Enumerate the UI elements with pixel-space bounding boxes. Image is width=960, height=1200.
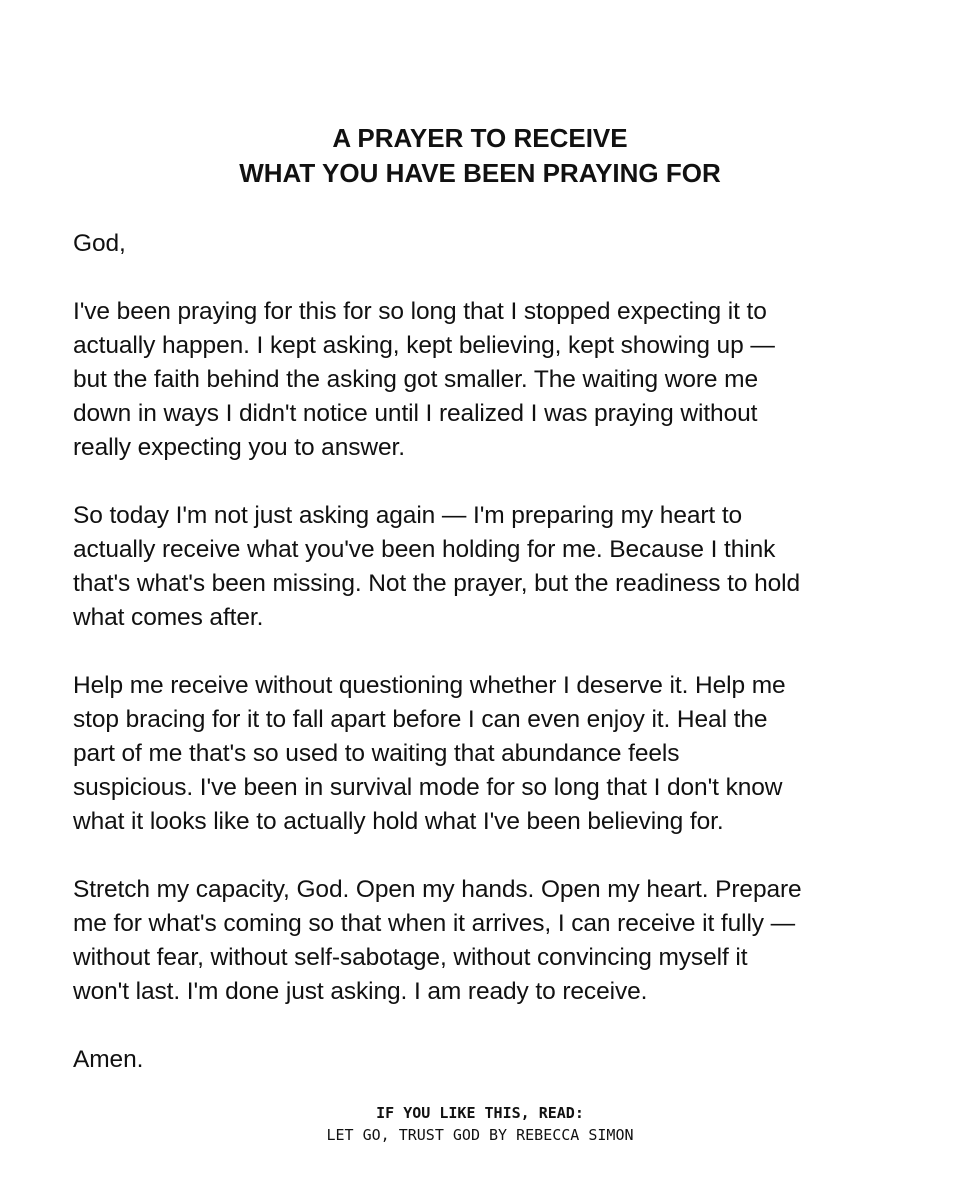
paragraph-4	[73, 873, 903, 1009]
footer-cta: IF YOU LIKE THIS, READ:	[376, 1104, 584, 1122]
paragraph-line: that's what's been missing. Not the prayer, but the readiness to hold	[73, 570, 800, 597]
paragraph-line: suspicious. I've been in survival mode for so long that I don't know	[73, 774, 783, 801]
paragraph-1	[73, 295, 903, 465]
salutation-text: God,	[73, 230, 126, 257]
footer-book-reference: LET GO, TRUST GOD BY REBECCA SIMON	[326, 1126, 634, 1144]
paragraph-line: Stretch my capacity, God. Open my hands. Open my heart. Prepare	[73, 876, 802, 903]
paragraph-line: actually happen. I kept asking, kept believing, kept showing up —	[73, 332, 775, 359]
paragraph-line: part of me that's so used to waiting that abundance feels	[73, 740, 680, 767]
paragraph-3	[73, 669, 903, 839]
paragraph-line: really expecting you to answer.	[73, 434, 405, 461]
paragraph-line: me for what's coming so that when it arrives, I can receive it fully —	[73, 910, 796, 937]
paragraph-line: So today I'm not just asking again — I'm preparing my heart to	[73, 502, 743, 529]
salutation	[73, 227, 903, 261]
paragraph-line: without fear, without self-sabotage, without convincing myself it	[73, 944, 748, 971]
paragraph-line: I've been praying for this for so long that I stopped expecting it to	[73, 298, 767, 325]
closing	[73, 1043, 903, 1077]
closing-text: Amen.	[73, 1046, 144, 1073]
paragraph-line: but the faith behind the asking got smaller. The waiting wore me	[73, 366, 758, 393]
page-title	[0, 121, 960, 191]
footer	[0, 1102, 960, 1146]
prayer-body	[73, 227, 903, 1111]
paragraph-line: stop bracing for it to fall apart before I can even enjoy it. Heal the	[73, 706, 768, 733]
paragraph-line: actually receive what you've been holding for me. Because I think	[73, 536, 776, 563]
title-line-2: WHAT YOU HAVE BEEN PRAYING FOR	[239, 158, 721, 188]
paragraph-line: what it looks like to actually hold what I've been believing for.	[73, 808, 724, 835]
paragraph-line: won't last. I'm done just asking. I am ready to receive.	[73, 978, 648, 1005]
paragraph-line: what comes after.	[73, 604, 264, 631]
paragraph-2	[73, 499, 903, 635]
paragraph-line: down in ways I didn't notice until I realized I was praying without	[73, 400, 758, 427]
paragraph-line: Help me receive without questioning whether I deserve it. Help me	[73, 672, 786, 699]
title-line-1: A PRAYER TO RECEIVE	[332, 123, 628, 153]
